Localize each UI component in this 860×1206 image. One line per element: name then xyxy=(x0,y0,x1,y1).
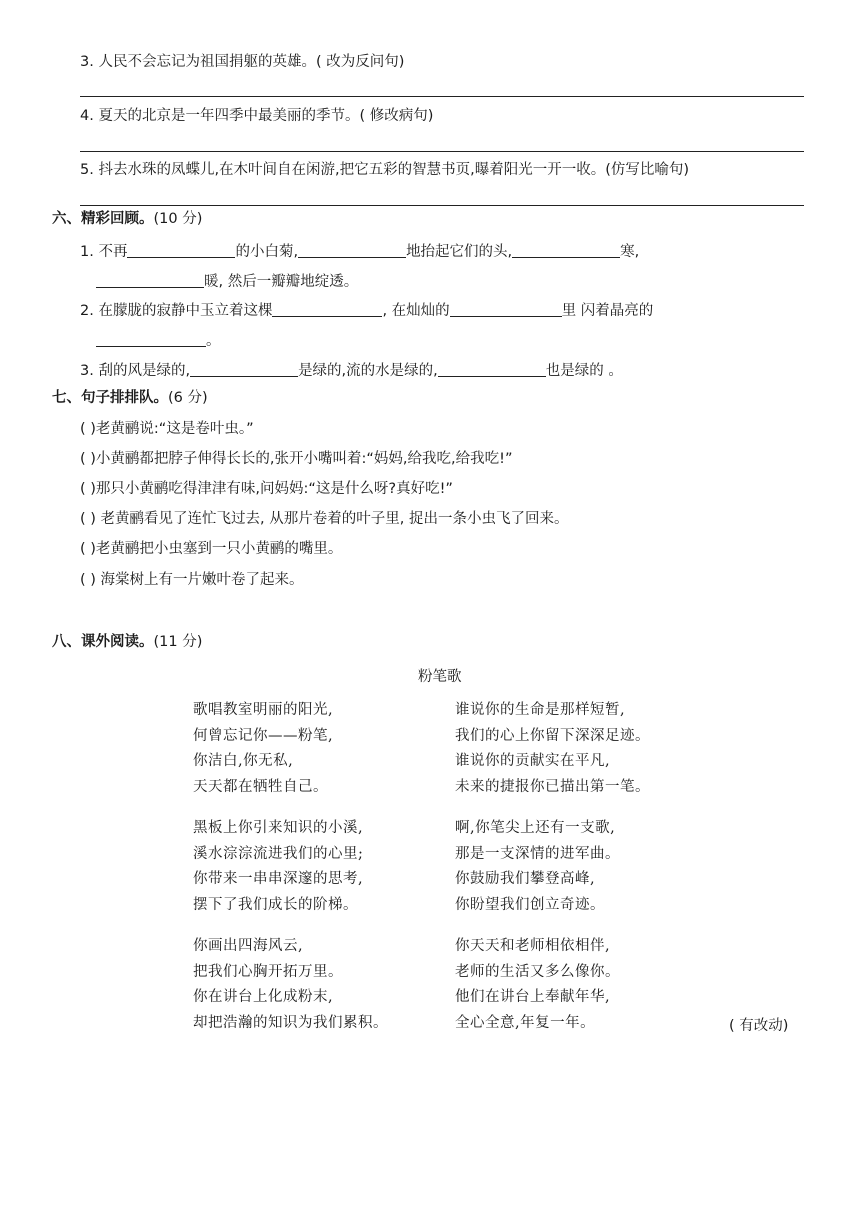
poem-stanza xyxy=(455,934,650,1036)
section-8-title: 八、课外阅读。 xyxy=(52,634,154,650)
question-6-2-line2 xyxy=(96,329,221,350)
q6-2-text-c: 里 闪着晶亮的 xyxy=(561,303,654,319)
q6-2-text-d: 。 xyxy=(206,333,221,349)
question-6-1-line2 xyxy=(96,270,358,291)
poem-line: 摆下了我们成长的阶梯。 xyxy=(193,896,358,913)
poem-left-column xyxy=(193,698,388,1052)
section-8-score: (11 分) xyxy=(153,634,203,650)
answer-line-5-5[interactable] xyxy=(80,205,804,206)
blank-6-1-d[interactable] xyxy=(96,271,204,288)
answer-line-5-3[interactable] xyxy=(80,96,804,97)
blank-6-3-b[interactable] xyxy=(438,360,546,377)
adaptation-note: ( 有改动) xyxy=(729,1018,789,1034)
blank-6-3-a[interactable] xyxy=(190,360,298,377)
poem-line: 你盼望我们创立奇迹。 xyxy=(455,896,605,913)
poem-line: 黑板上你引来知识的小溪, xyxy=(193,820,364,836)
poem-line: 未来的捷报你已描出第一笔。 xyxy=(455,778,650,795)
order-item[interactable]: ( )小黄鹂都把脖子伸得长长的,张开小嘴叫着:“妈妈,给我吃,给我吃!” xyxy=(80,451,513,467)
q6-3-text-a: 3. 刮的风是绿的, xyxy=(80,363,191,379)
order-item[interactable]: ( )老黄鹂把小虫塞到一只小黄鹂的嘴里。 xyxy=(80,541,343,557)
question-5-5: 5. 抖去水珠的凤蝶儿,在木叶间自在闲游,把它五彩的智慧书页,曝着阳光一开一收。(仿写比喻句) xyxy=(80,162,690,178)
poem-line: 谁说你的贡献实在平凡, xyxy=(455,753,611,769)
section-8-heading xyxy=(52,630,202,651)
q6-2-text-b: , 在灿灿的 xyxy=(382,303,450,319)
blank-6-2-b[interactable] xyxy=(450,300,562,317)
poem-stanza xyxy=(455,816,650,918)
order-item[interactable]: ( ) 海棠树上有一片嫩叶卷了起来。 xyxy=(80,572,304,588)
poem-line: 全心全意,年复一年。 xyxy=(455,1014,596,1031)
blank-6-1-c[interactable] xyxy=(512,241,620,258)
poem-title: 粉笔歌 xyxy=(418,669,462,685)
q6-2-text-a: 2. 在朦胧的寂静中玉立着这棵 xyxy=(80,303,273,319)
order-item[interactable]: ( )老黄鹂说:“这是卷叶虫。” xyxy=(80,421,254,437)
answer-line-5-4[interactable] xyxy=(80,151,804,152)
poem-line: 你带来一串串深邃的思考, xyxy=(193,871,364,887)
section-7-title: 七、句子排排队。 xyxy=(52,390,168,406)
poem-line: 把我们心胸开拓万里。 xyxy=(193,963,343,980)
poem-line: 你在讲台上化成粉末, xyxy=(193,989,334,1005)
question-6-3 xyxy=(80,359,623,380)
poem-line: 你天天和老师相依相伴, xyxy=(455,938,611,954)
poem-line: 你画出四海风云, xyxy=(193,938,304,954)
blank-6-2-c[interactable] xyxy=(96,330,206,347)
question-6-1-line1 xyxy=(80,240,639,261)
q6-3-text-b: 是绿的,流的水是绿的, xyxy=(298,363,438,379)
section-6-score: (10 分) xyxy=(153,211,203,227)
poem-line: 却把浩瀚的知识为我们累积。 xyxy=(193,1014,388,1031)
poem-line: 你鼓励我们攀登高峰, xyxy=(455,871,596,887)
order-item[interactable]: ( )那只小黄鹂吃得津津有味,问妈妈:“这是什么呀?真好吃!” xyxy=(80,481,453,497)
poem-line: 老师的生活又多么像你。 xyxy=(455,963,620,980)
poem-stanza xyxy=(193,934,388,1036)
question-5-3: 3. 人民不会忘记为祖国捐躯的英雄。( 改为反问句) xyxy=(80,54,405,70)
q6-1-text-e: 暖, 然后一瓣瓣地绽透。 xyxy=(204,274,359,290)
poem-stanza xyxy=(455,698,650,800)
poem-line: 何曾忘记你——粉笔, xyxy=(193,727,334,744)
poem-line: 啊,你笔尖上还有一支歌, xyxy=(455,820,616,836)
poem-line: 他们在讲台上奉献年华, xyxy=(455,989,611,1005)
poem-line: 歌唱教室明丽的阳光, xyxy=(193,702,334,718)
question-6-2-line1 xyxy=(80,299,653,320)
section-7-heading xyxy=(52,386,208,407)
blank-6-1-a[interactable] xyxy=(127,241,235,258)
q6-1-text-d: 寒, xyxy=(620,244,640,260)
q6-3-text-c: 也是绿的 。 xyxy=(545,363,623,379)
section-6-heading xyxy=(52,207,202,228)
blank-6-1-b[interactable] xyxy=(298,241,406,258)
poem-right-column xyxy=(455,698,650,1052)
q6-1-text-a: 1. 不再 xyxy=(80,244,128,260)
poem-line: 溪水淙淙流进我们的心里; xyxy=(193,845,364,862)
poem-line: 谁说你的生命是那样短暂, xyxy=(455,702,626,718)
section-6-title: 六、精彩回顾。 xyxy=(52,211,154,227)
q6-1-text-b: 的小白菊, xyxy=(235,244,299,260)
blank-6-2-a[interactable] xyxy=(272,300,382,317)
poem-stanza xyxy=(193,816,388,918)
order-item[interactable]: ( ) 老黄鹂看见了连忙飞过去, 从那片卷着的叶子里, 捉出一条小虫飞了回来。 xyxy=(80,511,569,527)
q6-1-text-c: 地抬起它们的头, xyxy=(406,244,513,260)
question-5-4: 4. 夏天的北京是一年四季中最美丽的季节。( 修改病句) xyxy=(80,108,434,124)
poem-line: 那是一支深情的进军曲。 xyxy=(455,845,620,862)
poem-line: 我们的心上你留下深深足迹。 xyxy=(455,727,650,744)
poem-stanza xyxy=(193,698,388,800)
poem-line: 你洁白,你无私, xyxy=(193,753,294,769)
poem-line: 天天都在牺牲自己。 xyxy=(193,778,328,795)
section-7-score: (6 分) xyxy=(168,390,208,406)
